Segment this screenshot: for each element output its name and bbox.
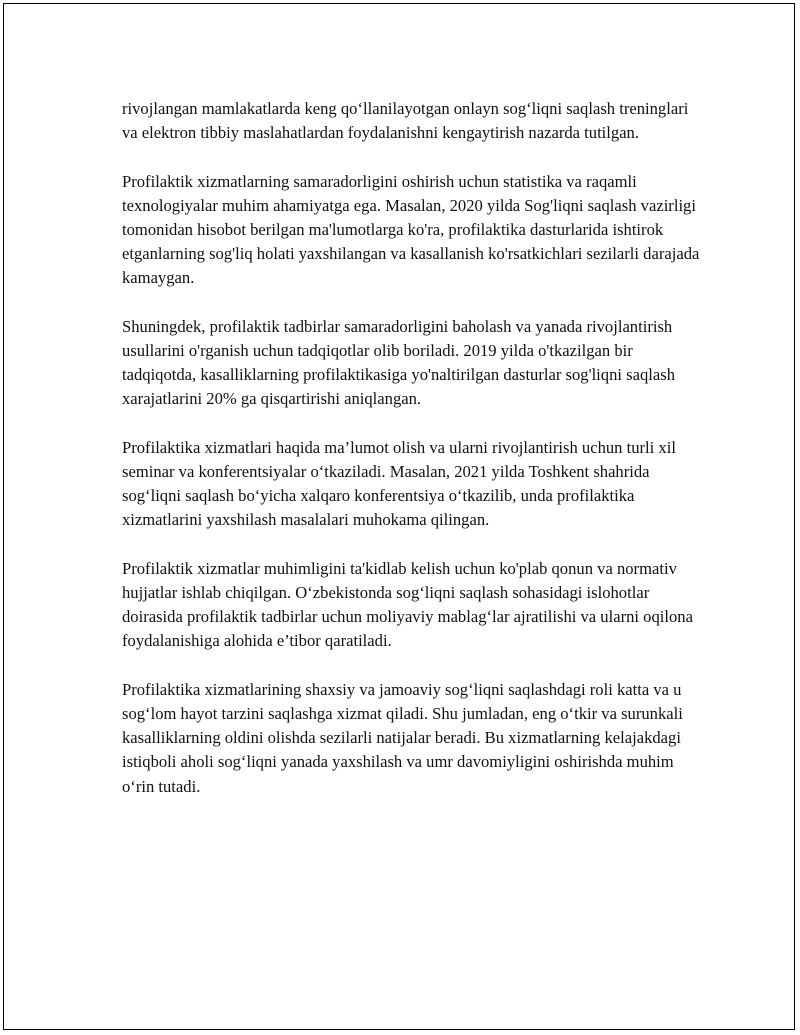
paragraph-6: Profilaktika xizmatlarining shaxsiy va jamoaviy sog‘liqni saqlashdagi roli katta va u sog‘lom hayot tarzini saqlashga xizmat qiladi. Shu jumladan, eng o‘tkir va surunkali kasalliklarning oldini olishda sezilarli natijalar beradi. Bu xizmatlarning kelajakdagi istiqboli aholi sog‘liqni yanada yaxshilash va umr davomiyligini oshirishda muhim o‘rin tutadi. [122,679,683,796]
paragraph-4: Profilaktika xizmatlari haqida ma’lumot olish va ularni rivojlantirish uchun turli xil seminar va konferentsiyalar o‘tkaziladi. Masalan, 2021 yilda Toshkent shahrida sog‘liqni saqlash bo‘yicha xalqaro konferentsiya o‘tkazilib, unda profilaktika xizmatlarini yaxshilash masalalari muhokama qilingan. [122,437,676,530]
document-body [122,97,702,823]
document-page [3,3,795,1030]
paragraph-3: Shuningdek, profilaktik tadbirlar samaradorligini baholash va yanada rivojlantirish usullarini o'rganish uchun tadqiqotlar olib boriladi. 2019 yilda o'tkazilgan bir tadqiqotda, kasalliklarning profilaktikasiga yo'naltirilgan dasturlar sog'liqni saqlash xarajatlarini 20% ga qisqartirishi aniqlangan. [122,316,675,409]
paragraph-2: Profilaktik xizmatlarning samaradorligini oshirish uchun statistika va raqamli texnologiyalar muhim ahamiyatga ega. Masalan, 2020 yilda Sog'liqni saqlash vazirligi tomonidan hisobot berilgan ma'lumotlarga ko'ra, profilaktika dasturlarida ishtirok etganlarning sog'liq holati yaxshilangan va kasallanish ko'rsatkichlari sezilarli darajada kamaygan. [122,171,700,288]
paragraph-1: rivojlangan mamlakatlarda keng qo‘llanilayotgan onlayn sog‘liqni saqlash treninglari va elektron tibbiy maslahatlardan foydalanishni kengaytirish nazarda tutilgan. [122,99,689,143]
paragraph-5: Profilaktik xizmatlar muhimligini ta'kidlab kelish uchun ko'plab qonun va normativ hujjatlar ishlab chiqilgan. O‘zbekistonda sog‘liqni saqlash sohasidagi islohotlar doirasida profilaktik tadbirlar uchun moliyaviy mablag‘lar ajratilishi va ularni oqilona foydalanishiga alohida e’tibor qaratiladi. [122,558,693,651]
